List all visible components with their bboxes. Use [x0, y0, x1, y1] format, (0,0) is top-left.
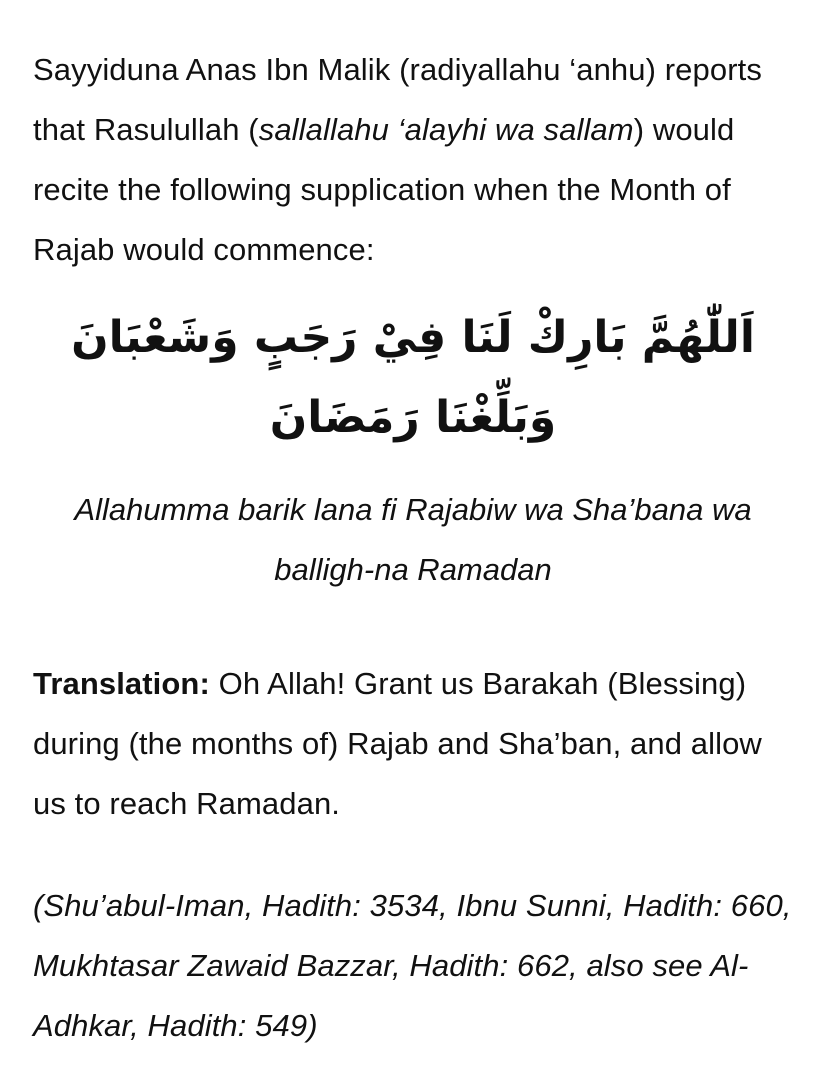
- translation-label: Translation:: [33, 666, 210, 701]
- dua-arabic-text: اَللّٰهُمَّ بَارِكْ لَنَا فِيْ رَجَبٍ وَشَعْبَانَ وَبَلِّغْنَا رَمَضَانَ: [71, 312, 755, 443]
- hadith-reference: (Shu’abul-Iman, Hadith: 3534, Ibnu Sunni, Hadith: 660, Mukhtasar Zawaid Bazzar, Hadith: 662, also see Al-Adhkar, Hadith: 549): [33, 888, 792, 1043]
- salawat-phrase: sallallahu ‘alayhi wa sallam: [258, 112, 634, 147]
- dua-transliteration: Allahumma barik lana fi Rajabiw wa Sha’bana wa balligh-na Ramadan: [74, 492, 752, 587]
- intro-paragraph: [33, 40, 793, 280]
- intro-text-part2: ) would recite the following supplication when the Month of Rajab would commence:: [33, 112, 735, 267]
- article-body: [33, 40, 793, 1056]
- translation-text: Oh Allah! Grant us Barakah (Blessing) during (the months of) Rajab and Sha’ban, and allow us to reach Ramadan.: [33, 666, 762, 821]
- intro-text-part1: Sayyiduna Anas Ibn Malik (radiyallahu ‘anhu) reports that Rasulullah (: [33, 52, 762, 147]
- translation-paragraph: [33, 654, 793, 834]
